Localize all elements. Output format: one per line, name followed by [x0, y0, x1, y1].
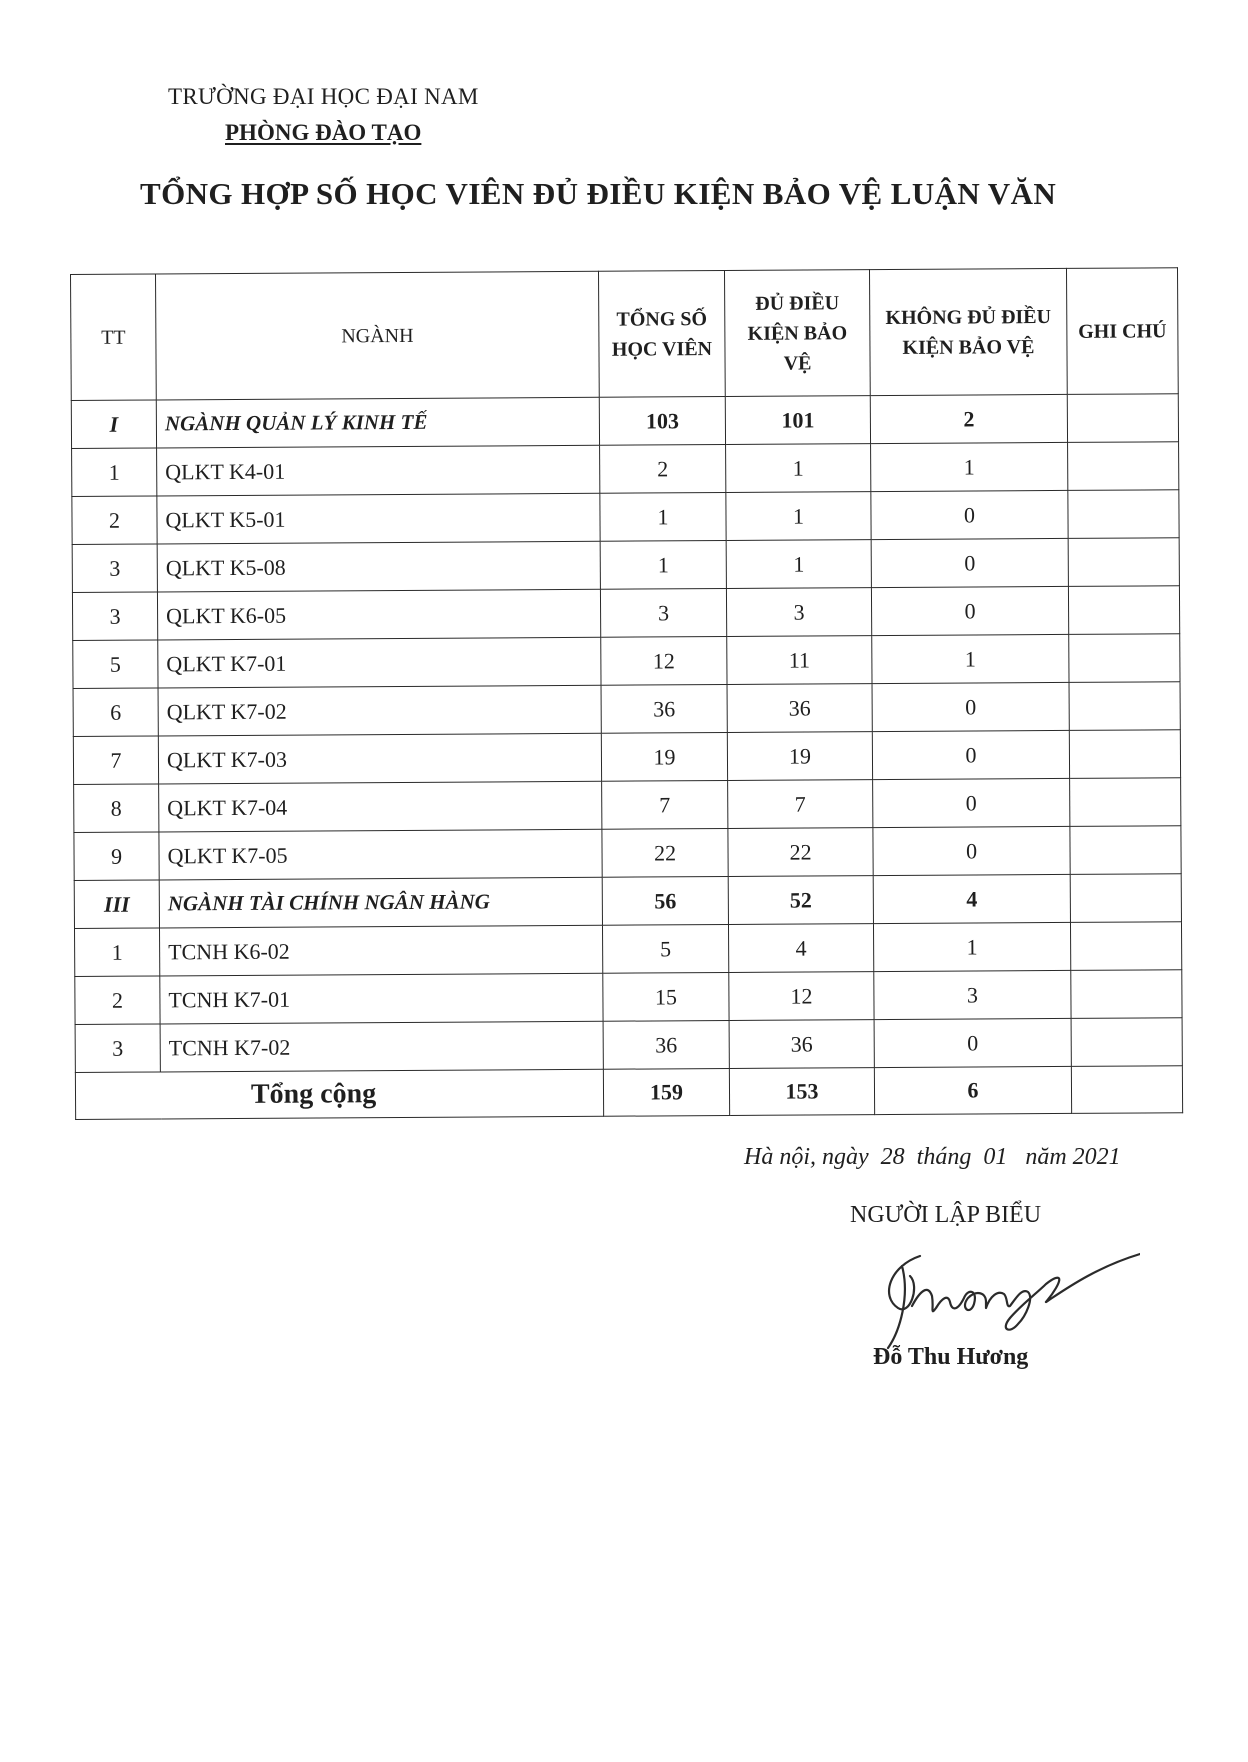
total-count: 159 [603, 1068, 729, 1116]
row-note [1069, 634, 1180, 683]
table-row [74, 826, 1181, 881]
organization-name: TRƯỜNG ĐẠI HỌC ĐẠI NAM [168, 84, 479, 109]
row-ineligible: 0 [871, 586, 1068, 635]
department-name: PHÒNG ĐÀO TẠO [225, 120, 422, 145]
row-ineligible: 4 [873, 874, 1070, 923]
row-total: 2 [600, 444, 726, 493]
row-ineligible: 0 [871, 490, 1068, 539]
row-major-name: QLKT K4-01 [157, 445, 600, 496]
table-row [74, 922, 1181, 977]
row-tt: 2 [75, 976, 160, 1025]
row-eligible: 52 [728, 876, 873, 925]
row-ineligible: 0 [871, 538, 1068, 587]
row-eligible: 36 [729, 1020, 874, 1069]
row-eligible: 7 [728, 780, 873, 829]
table-row [72, 490, 1179, 545]
row-total: 15 [603, 972, 729, 1021]
total-note [1071, 1066, 1182, 1114]
table-body [71, 394, 1182, 1073]
row-tt: 9 [74, 832, 159, 881]
row-eligible: 1 [726, 540, 871, 589]
row-eligible: 12 [729, 972, 874, 1021]
row-total: 1 [600, 540, 726, 589]
row-tt: 2 [72, 496, 157, 545]
row-note [1070, 826, 1181, 875]
row-note [1068, 490, 1179, 539]
row-major-name: QLKT K7-02 [158, 685, 601, 736]
row-ineligible: 3 [874, 970, 1071, 1019]
row-total: 56 [602, 876, 728, 925]
row-total: 12 [601, 636, 727, 685]
row-total: 19 [601, 732, 727, 781]
table-row [74, 778, 1181, 833]
row-ineligible: 1 [872, 634, 1069, 683]
row-major-name: QLKT K7-01 [158, 637, 601, 688]
row-ineligible: 2 [870, 394, 1067, 443]
table-header-row [71, 268, 1179, 401]
row-total: 5 [602, 924, 728, 973]
row-tt: 3 [75, 1024, 160, 1073]
row-tt: 3 [72, 544, 157, 593]
row-tt: 6 [73, 688, 158, 737]
row-ineligible: 1 [871, 442, 1068, 491]
row-major-name: NGÀNH TÀI CHÍNH NGÂN HÀNG [159, 877, 602, 928]
row-total: 36 [601, 684, 727, 733]
table-row [75, 970, 1182, 1025]
row-total: 103 [599, 396, 725, 445]
row-major-name: QLKT K6-05 [157, 589, 600, 640]
row-note [1069, 730, 1180, 779]
column-header-ineligible: KHÔNG ĐỦ ĐIỀU KIỆN BẢO VỆ [869, 268, 1067, 395]
row-tt: 1 [74, 928, 159, 977]
row-total: 1 [600, 492, 726, 541]
total-eligible: 153 [729, 1068, 874, 1116]
row-tt: III [74, 880, 159, 929]
row-major-name: QLKT K5-01 [157, 493, 600, 544]
column-header-eligible: ĐỦ ĐIỀU KIỆN BẢO VỆ [724, 270, 870, 397]
total-ineligible: 6 [874, 1066, 1071, 1114]
row-major-name: QLKT K5-08 [157, 541, 600, 592]
row-total: 22 [602, 828, 728, 877]
row-eligible: 11 [727, 636, 872, 685]
row-major-name: QLKT K7-03 [158, 733, 601, 784]
column-header-major: NGÀNH [156, 271, 600, 400]
row-tt: I [71, 400, 156, 449]
row-note [1070, 778, 1181, 827]
row-eligible: 36 [727, 684, 872, 733]
row-note [1068, 538, 1179, 587]
student-summary-table [70, 267, 1183, 1120]
row-tt: 7 [73, 736, 158, 785]
row-major-name: QLKT K7-04 [159, 781, 602, 832]
column-header-note: GHI CHÚ [1066, 268, 1178, 395]
column-header-total: TỔNG SỐ HỌC VIÊN [598, 271, 725, 398]
row-major-name: TCNH K6-02 [159, 925, 602, 976]
row-note [1068, 442, 1179, 491]
row-eligible: 1 [726, 492, 871, 541]
row-ineligible: 0 [873, 778, 1070, 827]
row-eligible: 1 [726, 444, 871, 493]
row-note [1068, 586, 1179, 635]
table-row [72, 442, 1179, 497]
total-row [75, 1066, 1182, 1120]
document-title: TỔNG HỢP SỐ HỌC VIÊN ĐỦ ĐIỀU KIỆN BẢO VỆ LUẬN VĂN [140, 176, 1057, 211]
row-tt: 3 [72, 592, 157, 641]
row-total: 3 [600, 588, 726, 637]
handwritten-signature [850, 1236, 1140, 1356]
row-total: 7 [602, 780, 728, 829]
row-note [1069, 682, 1180, 731]
row-eligible: 4 [728, 924, 873, 973]
table-row [73, 634, 1180, 689]
row-major-name: NGÀNH QUẢN LÝ KINH TẾ [156, 397, 599, 448]
group-row [74, 874, 1181, 929]
row-ineligible: 0 [872, 682, 1069, 731]
row-note [1071, 970, 1182, 1019]
table-row [72, 538, 1179, 593]
row-tt: 8 [74, 784, 159, 833]
row-tt: 1 [72, 448, 157, 497]
table-row [73, 730, 1180, 785]
row-major-name: TCNH K7-01 [160, 973, 603, 1024]
row-ineligible: 0 [872, 730, 1069, 779]
group-row [71, 394, 1178, 449]
row-ineligible: 0 [873, 826, 1070, 875]
row-eligible: 3 [726, 588, 871, 637]
row-eligible: 101 [725, 396, 870, 445]
signer-role: NGƯỜI LẬP BIỂU [850, 1202, 1042, 1228]
row-ineligible: 0 [874, 1018, 1071, 1067]
signer-name: Đỗ Thu Hương [873, 1344, 1029, 1370]
row-note [1071, 1018, 1182, 1067]
row-major-name: TCNH K7-02 [160, 1021, 603, 1072]
column-header-tt: TT [71, 274, 157, 401]
row-tt: 5 [73, 640, 158, 689]
document-date: Hà nội, ngày 28 tháng 01 năm 2021 [744, 1144, 1121, 1170]
row-ineligible: 1 [873, 922, 1070, 971]
row-total: 36 [603, 1020, 729, 1069]
row-note [1070, 874, 1181, 923]
total-label: Tổng cộng [75, 1069, 603, 1119]
row-major-name: QLKT K7-05 [159, 829, 602, 880]
table-row [75, 1018, 1182, 1073]
table-row [73, 682, 1180, 737]
table-row [72, 586, 1179, 641]
row-note [1070, 922, 1181, 971]
row-note [1067, 394, 1178, 443]
row-eligible: 22 [728, 828, 873, 877]
row-eligible: 19 [727, 732, 872, 781]
